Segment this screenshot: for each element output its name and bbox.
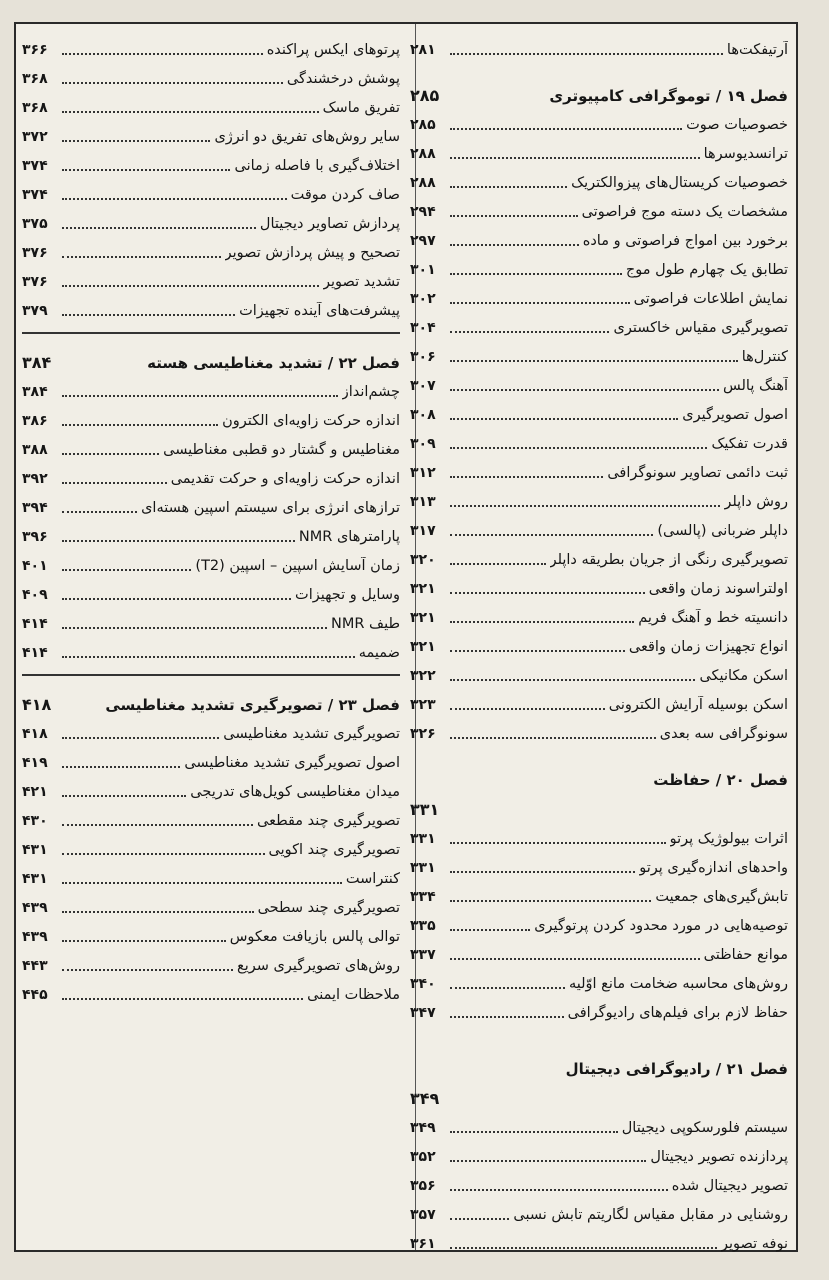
toc-entry (22, 146, 400, 175)
dot-leader (450, 591, 645, 594)
toc-entry (410, 308, 788, 337)
toc-entry-page: ۳۷۲ (22, 129, 48, 145)
toc-entry-title: تصحیح و پیش پردازش تصویر (224, 245, 400, 261)
toc-entry (410, 964, 788, 993)
toc-entry-title: تصویر دیجیتال شده (671, 1178, 788, 1194)
toc-entry-title: اصول تصویرگیری تشدید مغناطیسی (184, 755, 400, 771)
toc-entry-page: ۳۶۸ (22, 100, 48, 116)
toc-entry-page: ۴۳۱ (22, 842, 48, 858)
dot-leader (450, 214, 578, 217)
toc-entry-page: ۴۲۱ (22, 784, 48, 800)
dot-leader (62, 597, 291, 600)
toc-entry (22, 262, 400, 291)
toc-entry (410, 656, 788, 685)
toc-entry-page: ۳۲۱ (410, 610, 436, 626)
toc-entry-title: ملاحظات ایمنی (307, 987, 400, 1003)
dot-leader (62, 110, 319, 113)
toc-entry (410, 906, 788, 935)
dot-leader (450, 957, 700, 960)
dot-leader (62, 626, 327, 629)
toc-entry (410, 540, 788, 569)
toc-entry-title: تطابق یک چهارم طول موج (625, 262, 788, 278)
toc-entry-page: ۳۹۶ (22, 529, 48, 545)
chapter-page: ۳۸۴ (22, 353, 52, 372)
toc-entry-title: قدرت تفکیک (711, 436, 788, 452)
toc-entry-page: ۳۸۶ (22, 413, 48, 429)
dot-leader (62, 910, 254, 913)
toc-entry-page: ۳۷۶ (22, 274, 48, 290)
dot-leader (450, 1159, 646, 1162)
toc-entry (22, 517, 400, 546)
toc-entry-page: ۳۵۶ (410, 1178, 436, 1194)
dot-leader (450, 649, 625, 652)
chapter-heading (410, 759, 788, 789)
dot-leader (450, 1130, 618, 1133)
toc-entry (22, 946, 400, 975)
toc-entry-title: نمایش اطلاعات فراصوتی (633, 291, 788, 307)
toc-entry-page: ۳۱۷ (410, 523, 436, 539)
dot-leader (62, 539, 295, 542)
section-rule (22, 674, 400, 676)
toc-entry-page: ۳۶۶ (22, 42, 48, 58)
toc-entry-title: ترازهای انرژی برای سیستم اسپین هسته‌ای (141, 500, 400, 516)
toc-entry-title: پردازنده تصویر دیجیتال (650, 1149, 788, 1165)
right-column (410, 30, 788, 1252)
chapter-title: فصل ۲۱ / رادیوگرافی دیجیتال (565, 1060, 788, 1078)
toc-entry-title: واحدهای اندازه‌گیری پرتو (639, 860, 788, 876)
dot-leader (450, 1246, 717, 1249)
toc-entry-title: اسکن مکانیکی (699, 668, 788, 684)
toc-entry-page: ۳۷۹ (22, 303, 48, 319)
toc-entry (410, 627, 788, 656)
toc-entry-page: ۴۱۹ (22, 755, 48, 771)
toc-entry-title: میدان مغناطیسی کویل‌های تدریجی (190, 784, 400, 800)
dot-leader (62, 655, 355, 658)
toc-entry-page: ۳۵۷ (410, 1207, 436, 1223)
chapter-page: ۲۸۵ (410, 86, 440, 105)
dot-leader (62, 997, 303, 1000)
toc-entry (410, 221, 788, 250)
toc-entry-title: چشم‌انداز (341, 384, 400, 400)
toc-entry-page: ۴۱۸ (22, 726, 48, 742)
toc-entry-page: ۳۰۷ (410, 378, 436, 394)
toc-entry-title: حفاظ لازم برای فیلم‌های رادیوگرافی (567, 1005, 788, 1021)
toc-entry (410, 453, 788, 482)
toc-entry-page: ۴۱۴ (22, 645, 48, 661)
toc-entry-page: ۳۸۸ (22, 442, 48, 458)
toc-entry-page: ۲۸۸ (410, 175, 436, 191)
toc-entry-title: روش‌های تصویرگیری سریع (236, 958, 400, 974)
toc-entry-page: ۲۸۵ (410, 117, 436, 133)
toc-entry-page: ۳۰۱ (410, 262, 436, 278)
toc-entry (410, 1108, 788, 1137)
toc-entry (22, 488, 400, 517)
toc-entry-title: پردازش تصاویر دیجیتال (259, 216, 400, 232)
toc-entry (410, 877, 788, 906)
toc-entry-page: ۳۷۶ (22, 245, 48, 261)
toc-entry-title: کنترل‌ها (741, 349, 788, 365)
dot-leader (62, 313, 235, 316)
dot-leader (62, 852, 265, 855)
dot-leader (450, 243, 579, 246)
dot-leader (62, 81, 283, 84)
toc-entry-page: ۳۴۹ (410, 1120, 436, 1136)
toc-entry-title: تصویرگیری مقیاس خاکستری (613, 320, 788, 336)
dot-leader (62, 139, 210, 142)
toc-entry-title: تصویرگیری چند مقطعی (256, 813, 400, 829)
toc-entry-page: ۴۳۹ (22, 900, 48, 916)
dot-leader (62, 794, 186, 797)
toc-entry-title: سیستم فلورسکوپی دیجیتال (621, 1120, 788, 1136)
dot-leader (450, 330, 609, 333)
dot-leader (62, 881, 342, 884)
toc-entry-title: سونوگرافی سه بعدی (659, 726, 788, 742)
toc-entry-title: تصویرگیری رنگی از جریان بطریقه داپلر (549, 552, 788, 568)
toc-entry (22, 859, 400, 888)
toc-entry-page: ۳۵۲ (410, 1149, 436, 1165)
toc-entry-page: ۳۱۲ (410, 465, 436, 481)
toc-entry-page: ۴۱۴ (22, 616, 48, 632)
toc-entry-title: ترانسدیوسرها (703, 146, 788, 162)
toc-entry-title: اسکن بوسیله آرایش الکترونی (608, 697, 788, 713)
toc-entry (22, 772, 400, 801)
chapter-heading (22, 342, 400, 372)
dot-leader (450, 870, 635, 873)
toc-entry (410, 395, 788, 424)
toc-entry (410, 337, 788, 366)
toc-entry-page: ۳۲۱ (410, 639, 436, 655)
toc-entry-page: ۳۹۲ (22, 471, 48, 487)
dot-leader (450, 562, 546, 565)
dot-leader (450, 986, 565, 989)
toc-entry-page: ۴۳۹ (22, 929, 48, 945)
toc-entry (22, 743, 400, 772)
chapter-heading (410, 75, 788, 105)
toc-entry-title: برخورد بین امواج فراصوتی و ماده (582, 233, 788, 249)
toc-entry-title: انواع تجهیزات زمان واقعی (628, 639, 788, 655)
dot-leader (62, 452, 159, 455)
toc-entry-page: ۲۹۷ (410, 233, 436, 249)
toc-entry (22, 801, 400, 830)
dot-leader (450, 388, 719, 391)
chapter-heading (410, 789, 788, 819)
toc-entry-title: خصوصیات کریستال‌های پیزوالکتریک (571, 175, 788, 191)
toc-entry-title: تصویرگیری چند اکویی (268, 842, 400, 858)
toc-entry-title: تفریق ماسک (322, 100, 400, 116)
toc-entry (410, 105, 788, 134)
toc-entry-page: ۳۷۴ (22, 187, 48, 203)
toc-entry-title: اختلاف‌گیری با فاصله زمانی (234, 158, 400, 174)
toc-entry-page: ۳۳۱ (410, 831, 436, 847)
toc-entry-title: وسایل و تجهیزات (295, 587, 400, 603)
toc-page (14, 22, 798, 1252)
toc-entry (410, 1195, 788, 1224)
toc-entry-page: ۳۰۸ (410, 407, 436, 423)
dot-leader (450, 928, 530, 931)
toc-entry (22, 204, 400, 233)
toc-entry-page: ۳۷۵ (22, 216, 48, 232)
toc-entry (410, 714, 788, 743)
dot-leader (62, 736, 219, 739)
toc-entry-page: ۳۳۴ (410, 889, 436, 905)
dot-leader (62, 197, 287, 200)
toc-entry-title: پیشرفت‌های آینده تجهیزات (239, 303, 400, 319)
dot-leader (62, 568, 191, 571)
toc-entry-title: توالی پالس بازیافت معکوس (229, 929, 400, 945)
toc-entry-title: تصویرگیری تشدید مغناطیسی (223, 726, 400, 742)
toc-entry (22, 917, 400, 946)
dot-leader (450, 52, 723, 55)
toc-entry (22, 30, 400, 59)
toc-entry (410, 685, 788, 714)
toc-entry-title: ثبت دائمی تصاویر سونوگرافی (607, 465, 788, 481)
chapter-title: فصل ۲۰ / حفاظت (653, 771, 788, 789)
dot-leader (62, 394, 338, 397)
chapter-page: ۳۳۱ (410, 800, 440, 819)
dot-leader (62, 510, 137, 513)
toc-entry-title: صاف کردن موقت (290, 187, 400, 203)
dot-leader (62, 939, 226, 942)
toc-entry-title: مغناطیس و گشتار دو قطبی مغناطیسی (163, 442, 400, 458)
toc-entry (410, 935, 788, 964)
toc-entry-title: داپلر ضربانی (پالسی) (657, 523, 788, 539)
toc-entry-page: ۳۰۴ (410, 320, 436, 336)
dot-leader (450, 620, 634, 623)
dot-leader (450, 156, 700, 159)
toc-entry-page: ۳۲۶ (410, 726, 436, 742)
toc-entry (22, 175, 400, 204)
toc-entry-page: ۳۰۶ (410, 349, 436, 365)
toc-entry (410, 163, 788, 192)
chapter-heading (410, 1048, 788, 1078)
toc-entry (410, 30, 788, 59)
toc-entry-page: ۲۸۸ (410, 146, 436, 162)
dot-leader (62, 168, 230, 171)
toc-entry (22, 233, 400, 262)
toc-entry-title: تصویرگیری چند سطحی (257, 900, 400, 916)
dot-leader (62, 52, 263, 55)
toc-entry (22, 401, 400, 430)
toc-entry (22, 975, 400, 1004)
toc-entry-title: دانسیته خط و آهنگ فریم (638, 610, 788, 626)
dot-leader (62, 481, 167, 484)
toc-entry-title: آرتیفکت‌ها (726, 42, 788, 58)
toc-entry-page: ۳۰۲ (410, 291, 436, 307)
toc-entry (22, 372, 400, 401)
dot-leader (450, 417, 678, 420)
toc-entry (22, 459, 400, 488)
toc-entry (410, 598, 788, 627)
toc-entry-title: آهنگ پالس (723, 378, 788, 394)
chapter-heading (22, 684, 400, 714)
toc-entry (410, 1224, 788, 1253)
toc-entry-page: ۳۰۹ (410, 436, 436, 452)
dot-leader (450, 504, 720, 507)
toc-entry-title: طیف NMR (331, 616, 400, 632)
toc-entry-title: خصوصیات صوت (686, 117, 788, 133)
toc-entry-title: ضمیمه (358, 645, 400, 661)
dot-leader (450, 678, 695, 681)
toc-entry-title: کنتراست (345, 871, 400, 887)
toc-entry (22, 714, 400, 743)
dot-leader (450, 533, 653, 536)
toc-entry (22, 430, 400, 459)
toc-entry-title: نوفه تصویر (721, 1236, 788, 1252)
toc-entry-page: ۲۸۱ (410, 42, 436, 58)
toc-entry-title: توصیه‌هایی در مورد محدود کردن پرتوگیری (534, 918, 788, 934)
dot-leader (450, 359, 738, 362)
toc-entry-page: ۳۲۱ (410, 581, 436, 597)
toc-entry-page: ۴۰۹ (22, 587, 48, 603)
dot-leader (450, 475, 603, 478)
chapter-heading (410, 1078, 788, 1108)
section-rule (22, 332, 400, 334)
toc-entry-page: ۳۳۷ (410, 947, 436, 963)
dot-leader (450, 1217, 509, 1220)
toc-entry-page: ۳۷۴ (22, 158, 48, 174)
toc-entry-title: پارامترهای NMR (298, 529, 400, 545)
dot-leader (450, 736, 656, 739)
toc-entry-title: روش‌های محاسبه ضخامت مانع اوّلیه (568, 976, 788, 992)
chapter-page: ۴۱۸ (22, 695, 52, 714)
dot-leader (450, 446, 707, 449)
toc-entry-title: روش داپلر (724, 494, 788, 510)
toc-entry-title: اولتراسوند زمان واقعی (648, 581, 788, 597)
toc-entry (410, 1137, 788, 1166)
toc-entry (410, 134, 788, 163)
toc-entry-title: سایر روش‌های تفریق دو انرژی (214, 129, 400, 145)
dot-leader (62, 765, 180, 768)
toc-entry (22, 88, 400, 117)
toc-entry-page: ۴۴۳ (22, 958, 48, 974)
dot-leader (450, 127, 682, 130)
dot-leader (62, 255, 221, 258)
toc-entry-page: ۳۲۳ (410, 697, 436, 713)
toc-entry-title: اصول تصویرگیری (682, 407, 788, 423)
dot-leader (450, 185, 567, 188)
toc-entry-page: ۳۶۸ (22, 71, 48, 87)
toc-entry-title: روشنایی در مقابل مقیاس لگاریتم تابش نسبی (513, 1207, 788, 1223)
toc-entry (410, 993, 788, 1022)
toc-entry-title: موانع حفاظتی (703, 947, 788, 963)
toc-entry (410, 366, 788, 395)
dot-leader (450, 1015, 564, 1018)
toc-entry-page: ۳۲۲ (410, 668, 436, 684)
toc-entry-page: ۳۹۴ (22, 500, 48, 516)
toc-entry-page: ۳۳۵ (410, 918, 436, 934)
toc-entry-page: ۳۳۱ (410, 860, 436, 876)
chapter-title: فصل ۱۹ / توموگرافی کامپیوتری (549, 87, 788, 105)
dot-leader (450, 707, 605, 710)
toc-entry (410, 250, 788, 279)
dot-leader (450, 1188, 668, 1191)
toc-entry (410, 511, 788, 540)
dot-leader (450, 272, 622, 275)
toc-entry-page: ۳۱۳ (410, 494, 436, 510)
chapter-page: ۳۴۹ (410, 1089, 440, 1108)
toc-entry (22, 888, 400, 917)
dot-leader (450, 301, 630, 304)
toc-entry (22, 291, 400, 320)
toc-entry-title: زمان آسایش اسپین – اسپین (T2) (195, 558, 400, 574)
dot-leader (450, 841, 666, 844)
toc-entry-page: ۳۴۷ (410, 1005, 436, 1021)
toc-entry (22, 830, 400, 859)
toc-entry-title: پوشش درخشندگی (286, 71, 400, 87)
dot-leader (62, 226, 256, 229)
toc-entry (410, 482, 788, 511)
toc-entry (22, 633, 400, 662)
toc-entry (410, 279, 788, 308)
toc-entry-page: ۳۶۱ (410, 1236, 436, 1252)
toc-entry-page: ۴۰۱ (22, 558, 48, 574)
toc-entry (410, 569, 788, 598)
toc-entry (410, 424, 788, 453)
left-column (22, 30, 400, 1244)
dot-leader (62, 823, 253, 826)
toc-entry-page: ۳۲۰ (410, 552, 436, 568)
toc-entry-page: ۴۴۵ (22, 987, 48, 1003)
toc-entry (22, 546, 400, 575)
toc-entry-title: اثرات بیولوژیک پرتو (669, 831, 788, 847)
toc-entry-title: مشخصات یک دسته موج فراصوتی (581, 204, 788, 220)
toc-entry-page: ۴۳۰ (22, 813, 48, 829)
toc-entry (22, 604, 400, 633)
dot-leader (62, 284, 319, 287)
toc-entry (22, 575, 400, 604)
toc-entry (410, 848, 788, 877)
toc-entry-title: پرتوهای ایکس پراکنده (266, 42, 400, 58)
toc-entry-title: اندازه حرکت زاویه‌ای و حرکت تقدیمی (170, 471, 400, 487)
toc-entry-page: ۴۳۱ (22, 871, 48, 887)
toc-entry-title: تشدید تصویر (323, 274, 400, 290)
toc-entry (410, 192, 788, 221)
toc-entry-title: تابش‌گیری‌های جمعیت (655, 889, 788, 905)
toc-entry-page: ۳۸۴ (22, 384, 48, 400)
toc-entry (410, 1166, 788, 1195)
toc-entry (22, 117, 400, 146)
dot-leader (62, 423, 218, 426)
toc-entry (410, 819, 788, 848)
dot-leader (62, 968, 233, 971)
chapter-title: فصل ۲۳ / تصویرگیری تشدید مغناطیسی (105, 696, 400, 714)
dot-leader (450, 899, 651, 902)
toc-entry (22, 59, 400, 88)
toc-entry-page: ۲۹۴ (410, 204, 436, 220)
toc-entry-page: ۳۴۰ (410, 976, 436, 992)
toc-entry-title: اندازه حرکت زاویه‌ای الکترون (222, 413, 400, 429)
chapter-title: فصل ۲۲ / تشدید مغناطیسی هسته (147, 354, 400, 372)
